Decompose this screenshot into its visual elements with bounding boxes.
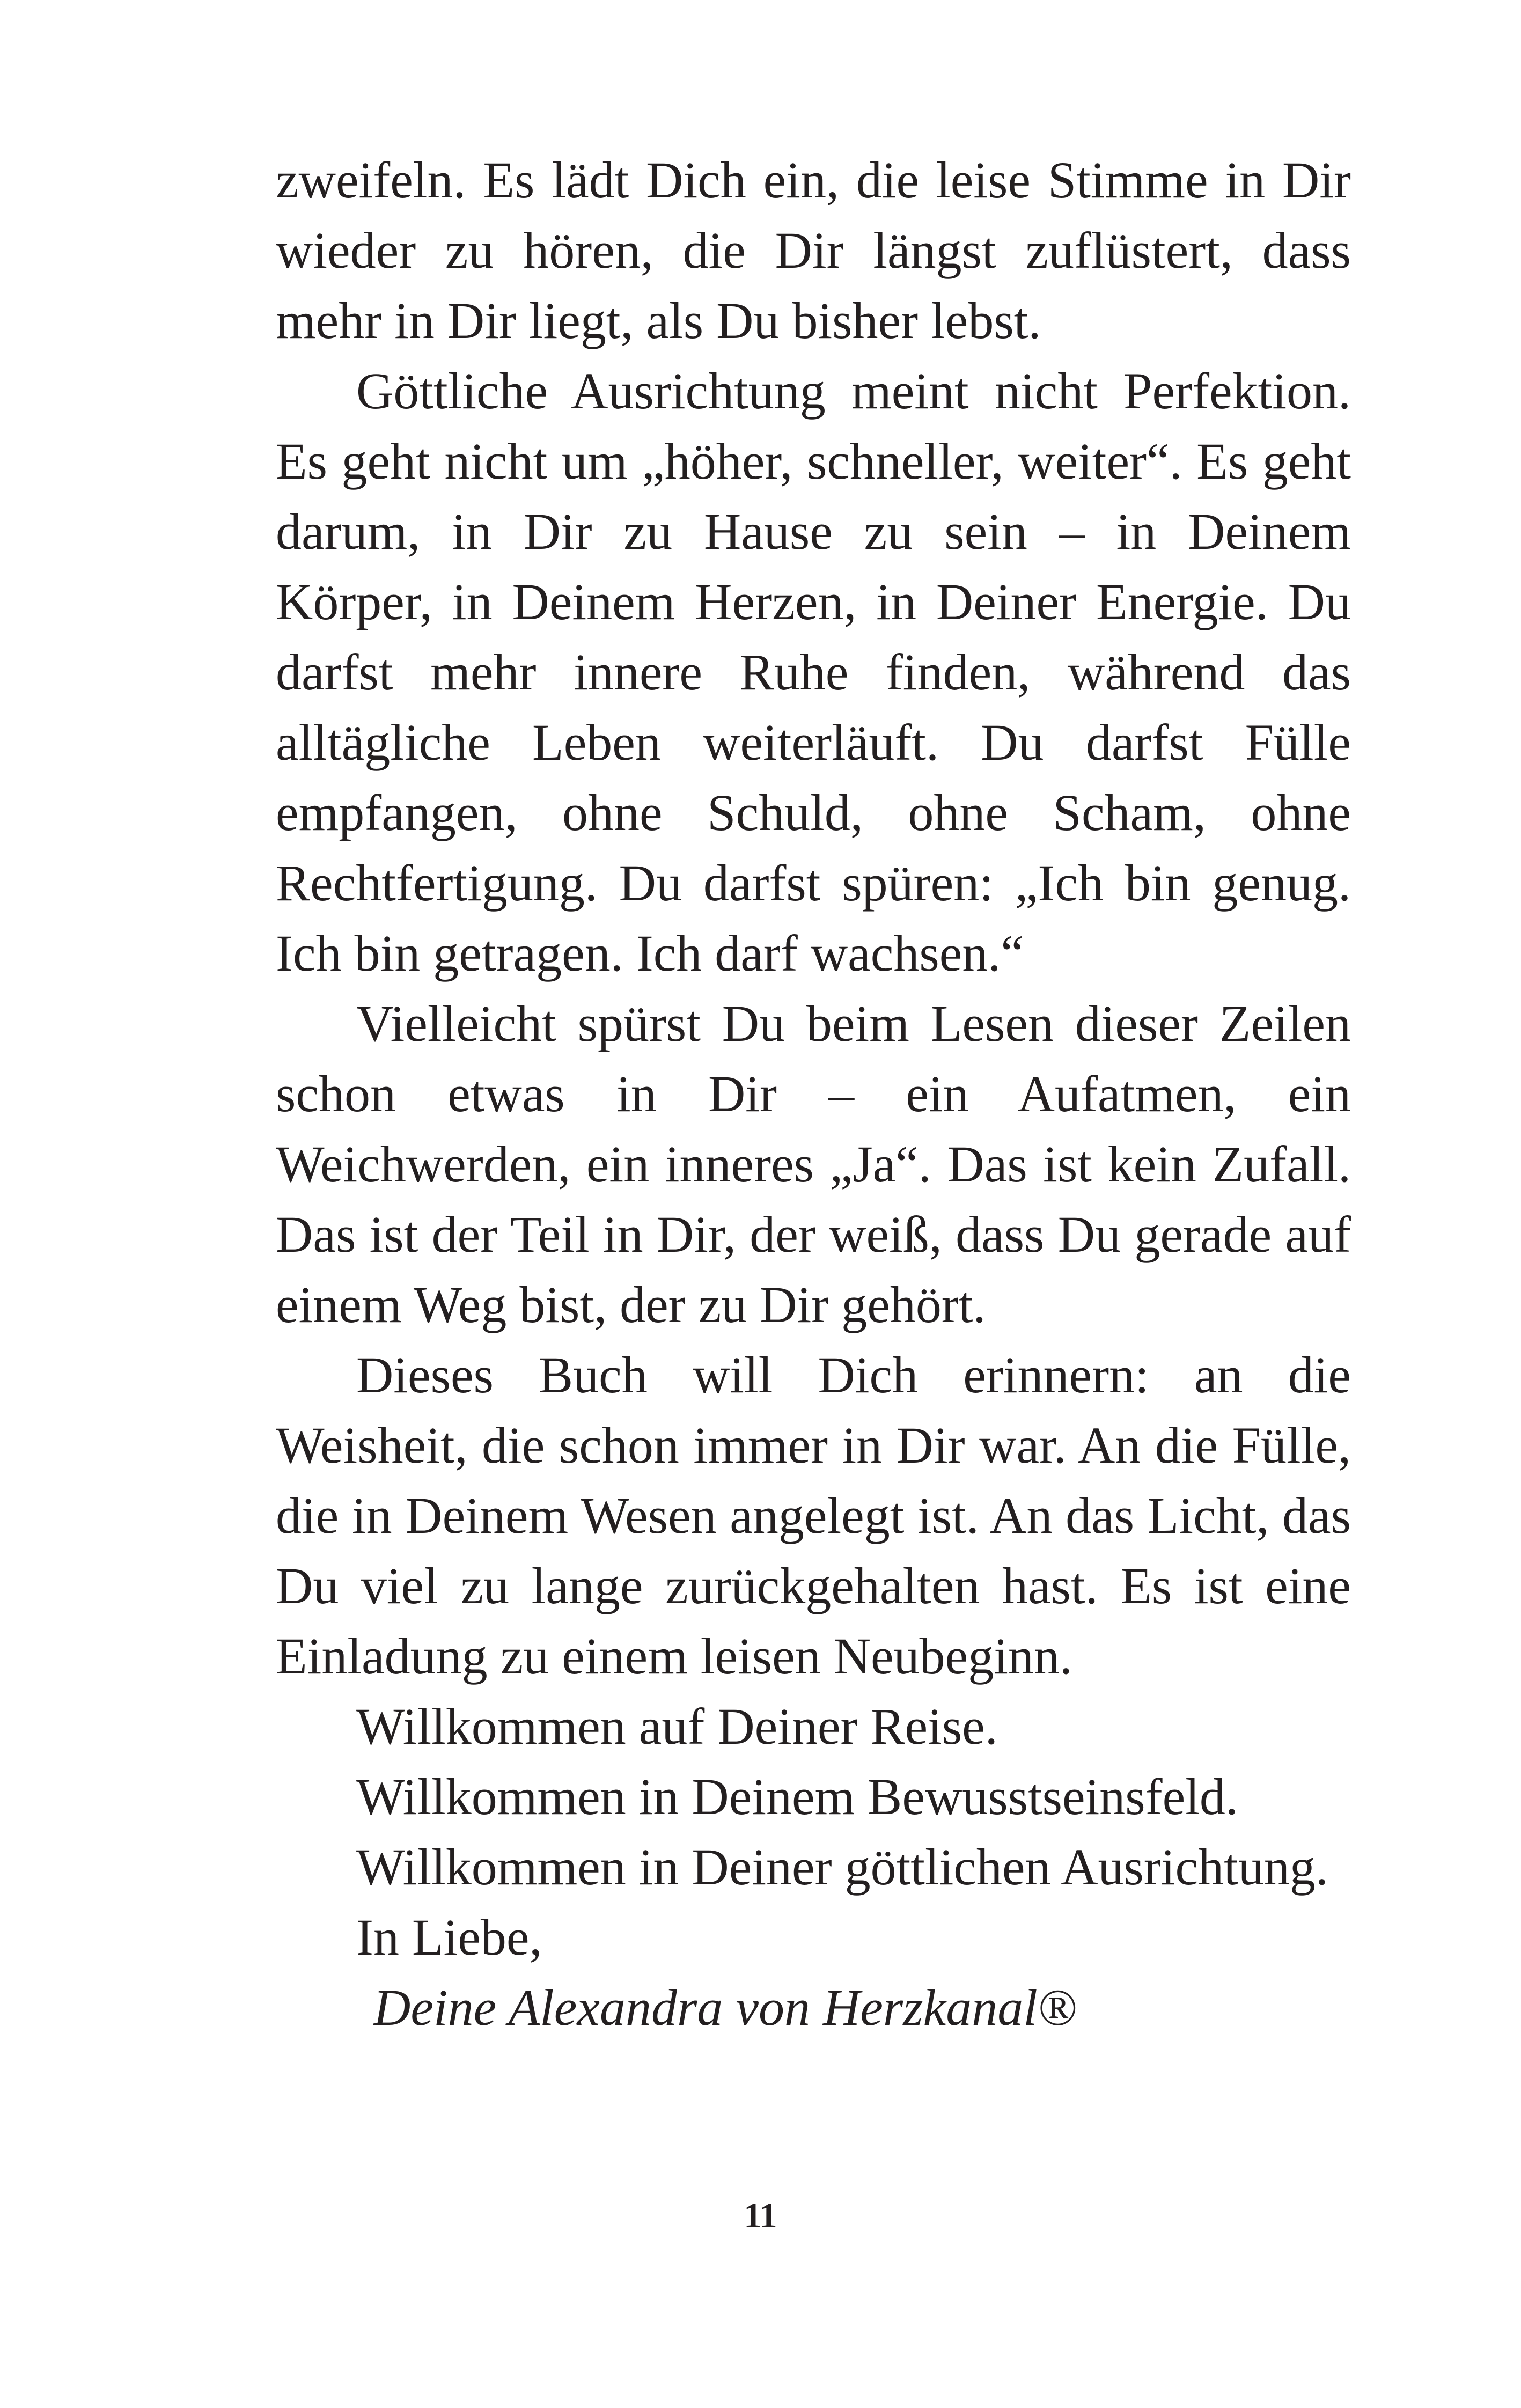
paragraph: Vielleicht spürst Du beim Lesen dieser Zeilen schon etwas in Dir – ein Aufatmen, ein Weichwerden, ein inneres „Ja“. Das ist kein Zufall. Das ist der Teil in Dir, der weiß, dass Du gerade auf einem Weg bist, der zu Dir gehört. (276, 995, 1351, 1333)
paragraph: Göttliche Ausrichtung meint nicht Perfektion. Es geht nicht um „höher, schneller, weiter“. Es geht darum, in Dir zu Hause zu sein – in Deinem Körper, in Deinem Herzen, in Deiner Energie. Du darfst mehr innere Ruhe finden, während das alltägliche Leben weiterläuft. Du darfst Fülle empfangen, ohne Schuld, ohne Scham, ohne Rechtfertigung. Du darfst spüren: „Ich bin genug. Ich bin getragen. Ich darf wachsen.“ (276, 362, 1351, 982)
body-text (276, 145, 1351, 2043)
paragraph: Dieses Buch will Dich erinnern: an die Weisheit, die schon immer in Dir war. An die Fülle, die in Deinem Wesen angelegt ist. An das Licht, das Du viel zu lange zurückgehalten hast. Es ist eine Einladung zu einem leisen Neubeginn. (276, 1346, 1351, 1685)
closing-line: Willkommen auf Deiner Reise. (356, 1698, 998, 1755)
closing-line: Willkommen in Deinem Bewusstseinsfeld. (356, 1768, 1238, 1825)
page-number: 11 (744, 2196, 777, 2235)
closing-line: Willkommen in Deiner göttlichen Ausrichtung. (356, 1838, 1328, 1896)
signature: Deine Alexandra von Herzkanal® (373, 1979, 1077, 2036)
paragraph-continuation: zweifeln. Es lädt Dich ein, die leise Stimme in Dir wieder zu hören, die Dir längst zuflüstert, dass mehr in Dir liegt, als Du bisher lebst. (276, 151, 1351, 349)
closing-salutation: In Liebe, (356, 1908, 542, 1966)
